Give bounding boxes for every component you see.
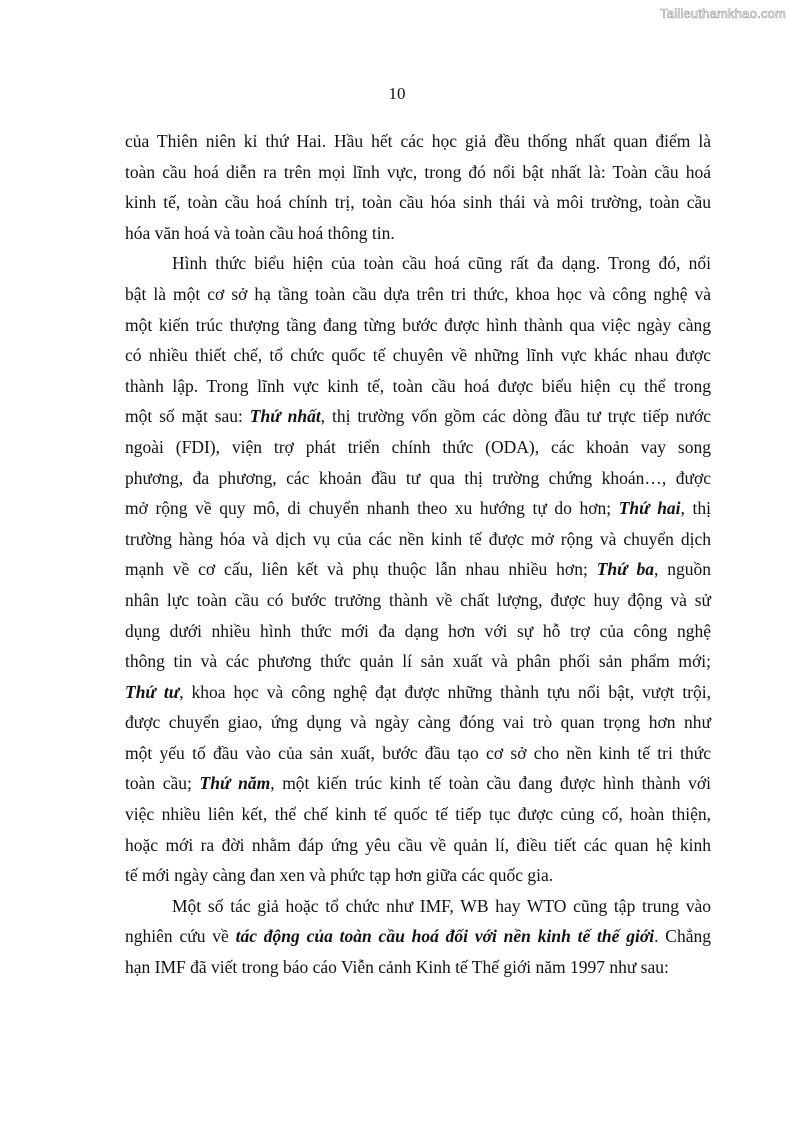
text-line bbox=[125, 585, 711, 616]
text-run: thành lập. Trong lĩnh vực kinh tế, toàn cầu hoá được biểu hiện cụ thể trong bbox=[125, 375, 711, 396]
text-line bbox=[125, 218, 711, 249]
emphasized-text: Thứ năm bbox=[199, 773, 271, 794]
text-line bbox=[125, 187, 711, 218]
text-run: một yếu tố đầu vào của sản xuất, bước đầu tạo cơ sở cho nền kinh tế tri thức bbox=[125, 742, 711, 763]
text-run: , khoa học và công nghệ đạt được những thành tựu nổi bật, vượt trội, bbox=[179, 681, 712, 702]
text-run: nghiên cứu về bbox=[125, 926, 236, 947]
text-line bbox=[125, 401, 711, 432]
document-body bbox=[125, 126, 711, 983]
text-line bbox=[125, 157, 711, 188]
text-run: trường hàng hóa và dịch vụ của các nền kinh tế được mở rộng và chuyển dịch bbox=[125, 528, 711, 549]
text-run: . Chẳng bbox=[654, 926, 711, 947]
text-line bbox=[125, 952, 711, 983]
emphasized-text: Thứ nhất bbox=[249, 406, 321, 427]
text-line bbox=[125, 799, 711, 830]
emphasized-text: Thứ hai bbox=[618, 498, 681, 519]
text-line bbox=[125, 738, 711, 769]
paragraph-3 bbox=[125, 891, 711, 983]
text-line bbox=[125, 248, 711, 279]
text-run: hoặc mới ra đời nhằm đáp ứng yêu cầu về quản lí, điều tiết các quan hệ kinh bbox=[125, 834, 711, 855]
text-line bbox=[125, 646, 711, 677]
text-run: Hình thức biểu hiện của toàn cầu hoá cũng rất đa dạng. Trong đó, nổi bbox=[172, 253, 711, 274]
text-line bbox=[125, 279, 711, 310]
text-line bbox=[125, 768, 711, 799]
text-line bbox=[125, 830, 711, 861]
text-run: có nhiều thiết chế, tổ chức quốc tế chuyên về những lĩnh vực khác nhau được bbox=[125, 345, 711, 366]
watermark-text: Tailieuthamkhao.com bbox=[660, 6, 786, 21]
text-line bbox=[125, 554, 711, 585]
emphasized-text: Thứ ba bbox=[596, 559, 654, 580]
text-line bbox=[125, 921, 711, 952]
text-run: bật là một cơ sở hạ tầng toàn cầu dựa trên tri thức, khoa học và công nghệ và bbox=[125, 283, 711, 304]
text-run: một số mặt sau: bbox=[125, 406, 250, 427]
page-number: 10 bbox=[388, 84, 406, 103]
emphasized-text: tác động của toàn cầu hoá đối với nền kinh tế thế giới bbox=[235, 926, 655, 947]
text-line bbox=[125, 860, 711, 891]
text-run: tế mới ngày càng đan xen và phức tạp hơn giữa các quốc gia. bbox=[125, 865, 554, 886]
text-run: kinh tế, toàn cầu hoá chính trị, toàn cầu hóa sinh thái và môi trường, toàn cầu bbox=[125, 192, 711, 213]
text-run: , thị trường vốn gồm các dòng đầu tư trực tiếp nước bbox=[320, 406, 712, 427]
text-run: , nguồn bbox=[653, 559, 711, 580]
text-line bbox=[125, 310, 711, 341]
text-line bbox=[125, 371, 711, 402]
text-line bbox=[125, 463, 711, 494]
text-run: , một kiến trúc kinh tế toàn cầu đang được hình thành với bbox=[270, 773, 711, 794]
text-line bbox=[125, 524, 711, 555]
text-line bbox=[125, 707, 711, 738]
emphasized-text: Thứ tư bbox=[125, 681, 180, 702]
paragraph-2 bbox=[125, 248, 711, 890]
text-run: phương, đa phương, các khoản đầu tư qua thị trường chứng khoán…, được bbox=[125, 467, 711, 488]
text-line bbox=[125, 432, 711, 463]
text-run: nhân lực toàn cầu có bước trưởng thành về chất lượng, được huy động và sử bbox=[125, 589, 711, 610]
text-run: toàn cầu; bbox=[125, 773, 200, 794]
text-run: một kiến trúc thượng tầng đang từng bước được hình thành qua việc ngày càng bbox=[125, 314, 711, 335]
text-line bbox=[125, 340, 711, 371]
text-run: thông tin và các phương thức quản lí sản xuất và phân phối sản phẩm mới; bbox=[125, 651, 711, 672]
text-line bbox=[125, 493, 711, 524]
text-run: Một số tác giả hoặc tổ chức như IMF, WB hay WTO cũng tập trung vào bbox=[172, 895, 711, 916]
text-run: mở rộng về quy mô, di chuyển nhanh theo xu hướng tự do hơn; bbox=[125, 498, 619, 519]
text-run: toàn cầu hoá diễn ra trên mọi lĩnh vực, trong đó nổi bật nhất là: Toàn cầu hoá bbox=[125, 161, 711, 182]
text-run: của Thiên niên kỉ thứ Hai. Hầu hết các học giả đều thống nhất quan điểm là bbox=[125, 131, 711, 151]
text-line bbox=[125, 616, 711, 647]
text-run: hóa văn hoá và toàn cầu hoá thông tin. bbox=[125, 222, 395, 243]
text-run: hạn IMF đã viết trong báo cáo Viễn cảnh Kinh tế Thế giới năm 1997 như sau: bbox=[125, 957, 669, 978]
text-run: dụng dưới nhiều hình thức mới đa dạng hơn với sự hỗ trợ của công nghệ bbox=[125, 620, 711, 641]
text-run: , thị bbox=[680, 498, 711, 519]
text-line bbox=[125, 677, 711, 708]
text-run: được chuyển giao, ứng dụng và ngày càng đóng vai trò quan trọng hơn như bbox=[125, 712, 711, 733]
text-line bbox=[125, 126, 711, 157]
text-run: ngoài (FDI), viện trợ phát triển chính thức (ODA), các khoản vay song bbox=[125, 436, 711, 457]
text-run: việc nhiều liên kết, thể chế kinh tế quốc tế tiếp tục được củng cố, hoàn thiện, bbox=[125, 804, 711, 825]
text-line bbox=[125, 891, 711, 922]
paragraph-1 bbox=[125, 126, 711, 248]
text-run: mạnh về cơ cấu, liên kết và phụ thuộc lẫn nhau nhiều hơn; bbox=[125, 559, 597, 580]
